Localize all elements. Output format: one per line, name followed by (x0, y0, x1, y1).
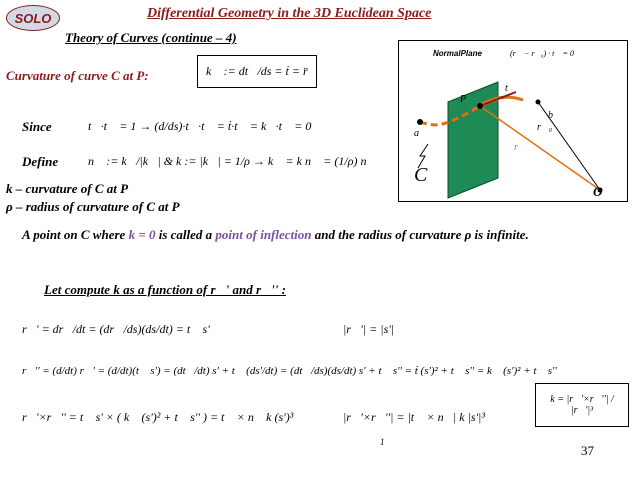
curvature-result: k = |r⃗'×r⃗''| / |r⃗'|³ (535, 383, 629, 427)
inflection-text-2: is called a (155, 227, 216, 242)
since-formula: t⃗·t⃗ = 1 → (d/ds)·t⃗·t⃗ = ṫ·t⃗ = k⃗·t⃗ = 0 (88, 119, 312, 133)
label-b: b (548, 110, 553, 121)
equation-second-derivative: r⃗'' = (d/dt) r⃗' = (d/dt)(t⃗ s') = (dt⃗/dt) s' + t⃗ (ds'/dt) = (dt⃗/ds)(ds/dt) s' + t⃗ s'' = ṫ (s')² + t⃗ s'' = k⃗ (s')² + t⃗ s'' (22, 365, 557, 377)
label-c: C (414, 164, 428, 186)
plane-label: NormalPlane (433, 49, 482, 58)
plane-equation: (r⃗ − r⃗₀) · t⃗ = 0 (510, 49, 575, 58)
equation-first-derivative: r⃗' = dr⃗/dt = (dr⃗/ds)(ds/dt) = t⃗ s' (22, 322, 210, 336)
point-b (536, 100, 541, 105)
point-a (417, 119, 423, 125)
page-title: Differential Geometry in the 3D Euclidean Space (147, 6, 432, 21)
equation-cross-product: r⃗'×r⃗'' = t⃗ s' × ( k⃗ (s')² + t⃗ s'' ) = t⃗ × n⃗ k (s')³ (22, 410, 294, 424)
diagram-frame (399, 41, 628, 202)
label-t: t⃗ (505, 83, 516, 94)
equation-cross-norm: |r⃗'×r⃗''| = |t⃗ × n⃗| k |s'|³ (343, 410, 485, 424)
curvature-formula: k⃗ := dt⃗/ds = ṫ = r̈ (197, 55, 317, 88)
label-p: P (460, 94, 467, 105)
point-p (477, 103, 483, 109)
label-r: r⃗ (514, 142, 526, 153)
normal-plane-diagram (398, 40, 628, 202)
label-a: a (414, 128, 419, 139)
solo-logo: SOLO (6, 5, 60, 31)
label-origin: O (593, 184, 603, 199)
section-subtitle: Theory of Curves (continue – 4) (65, 30, 237, 45)
definition-k: k – curvature of C at P (6, 181, 129, 196)
inflection-k-zero: k = 0 (128, 227, 156, 242)
definition-rho: ρ – radius of curvature of C at P (6, 199, 180, 214)
underbrace-value: 1 (380, 437, 385, 447)
inflection-paragraph (22, 226, 622, 243)
compute-heading: Let compute k as a function of r⃗' and r⃗'' : (44, 282, 286, 297)
define-label: Define (22, 154, 59, 169)
equation-speed: |r⃗'| = |s'| (343, 322, 395, 336)
define-formula: n⃗ := k⃗/|k⃗| & k := |k⃗| = 1/ρ → k⃗ = k n⃗ = (1/ρ) n⃗ (88, 154, 376, 168)
inflection-text-1: A point on C where (22, 227, 129, 242)
curvature-label: Curvature of curve C at P: (6, 68, 149, 83)
page-number: 37 (581, 443, 594, 458)
inflection-point-term: point of inflection (215, 227, 312, 242)
inflection-text-3: and the radius of curvature ρ is infinite. (311, 227, 529, 242)
since-label: Since (22, 119, 52, 134)
label-r0: r⃗₀ (537, 122, 553, 133)
